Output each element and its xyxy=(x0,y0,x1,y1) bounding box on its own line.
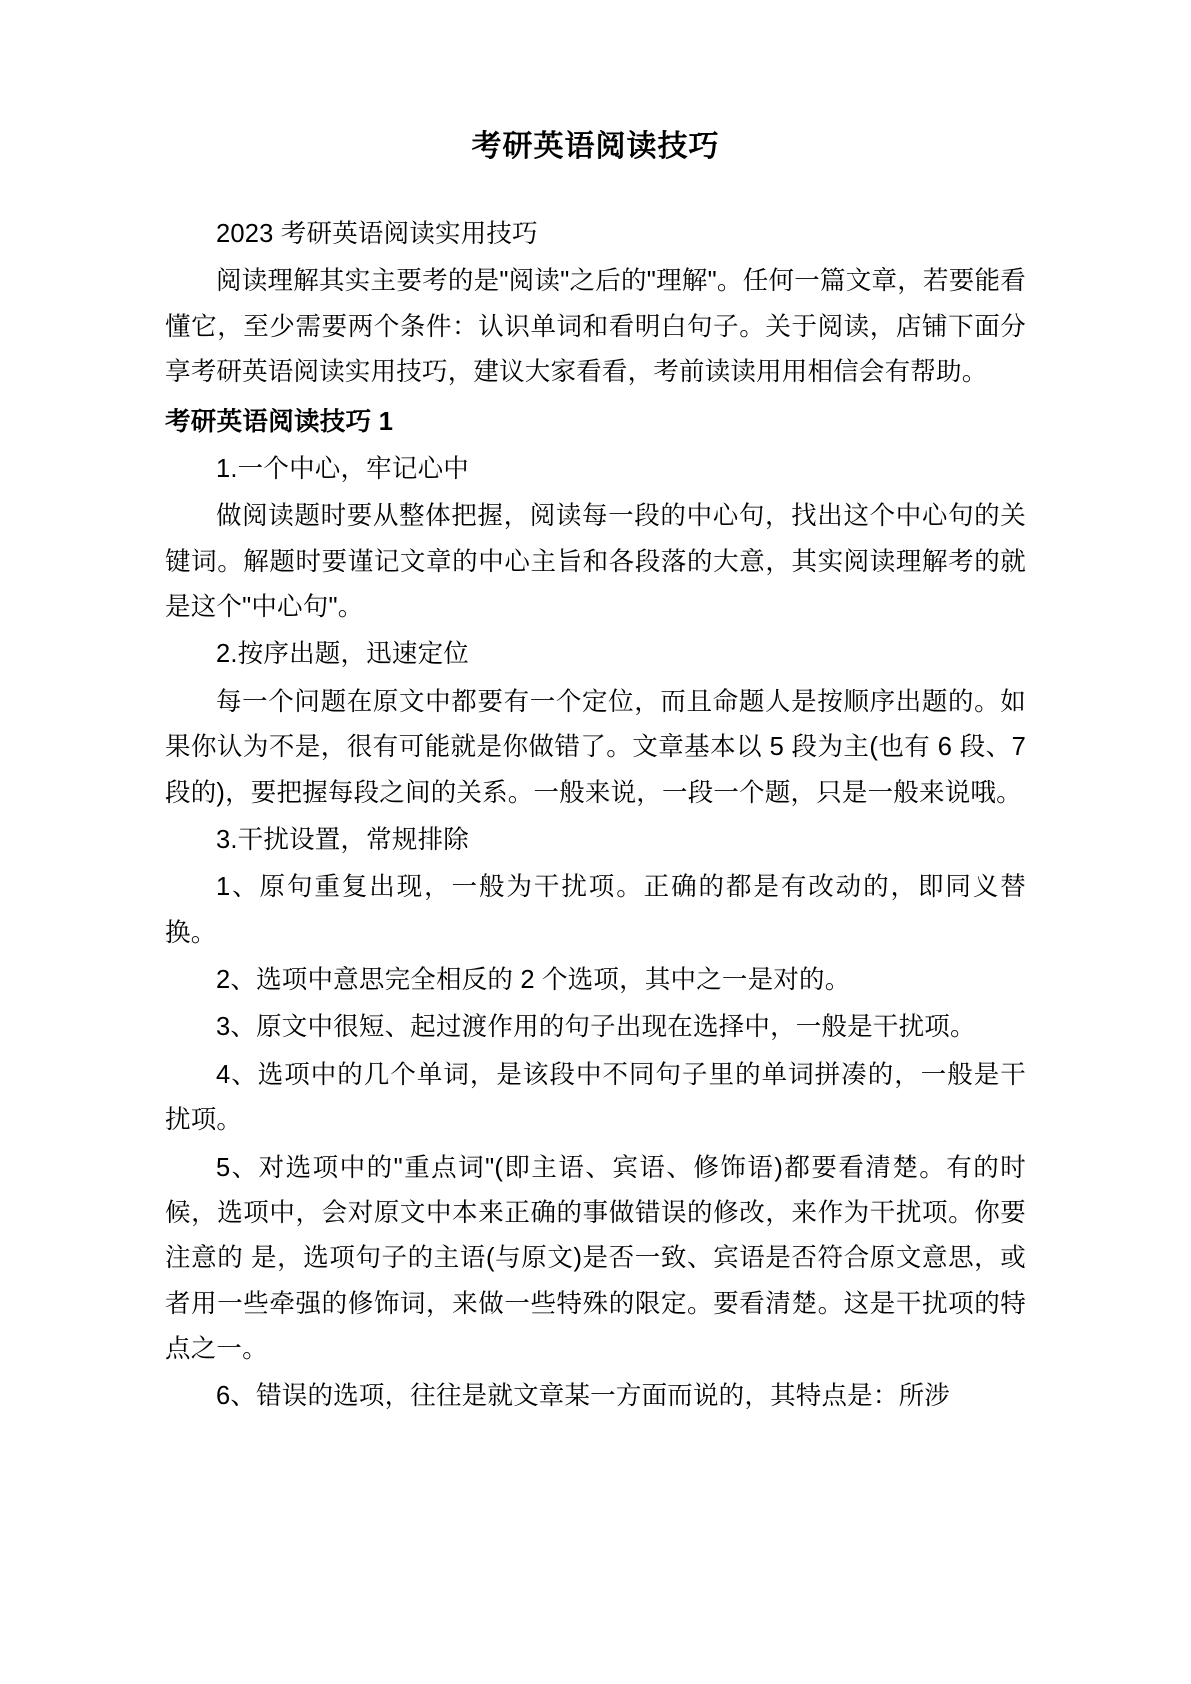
tip-3-item-6: 6、错误的选项，往往是就文章某一方面而说的，其特点是：所涉 xyxy=(216,1382,950,1411)
tip-3-item-5: 5、对选项中的"重点词"(即主语、宾语、修饰语)都要看清楚。有的时候，选项中，会对原文中本来正确的事做错误的修改，来作为干扰项。你要注意的 是，选项句子的主语(与原文)是否一致、宾语是否符合原文意思，或者用一些牵强的修饰词，来做一些特殊的限定。要看清楚。这是干扰项的特点之一。 xyxy=(165,1153,1026,1363)
tip-2-title: 2.按序出题，迅速定位 xyxy=(216,640,469,669)
section-heading-1: 考研英语阅读技巧 1 xyxy=(165,407,394,436)
tip-3-item-1: 1、原句重复出现，一般为干扰项。正确的都是有改动的，即同义替换。 xyxy=(165,873,1026,947)
page-title: 考研英语阅读技巧 xyxy=(471,130,720,163)
intro-line: 2023 考研英语阅读实用技巧 xyxy=(216,220,538,248)
document-body xyxy=(165,212,1026,1420)
tip-3-item-2: 2、选项中意思完全相反的 2 个选项，其中之一是对的。 xyxy=(216,966,851,994)
tip-2-body: 每一个问题在原文中都要有一个定位，而且命题人是按顺序出题的。如果你认为不是，很有可能就是你做错了。文章基本以 5 段为主(也有 6 段、7 段的)，要把握每段之间的关系。一般来说，一段一个题，只是一般来说哦。 xyxy=(165,687,1026,807)
tip-1-title: 1.一个中心，牢记心中 xyxy=(216,454,469,483)
intro-paragraph: 阅读理解其实主要考的是"阅读"之后的"理解"。任何一篇文章，若要能看懂它，至少需要两个条件：认识单词和看明白句子。关于阅读，店铺下面分享考研英语阅读实用技巧，建议大家看看，考前读读用用相信会有帮助。 xyxy=(165,267,1026,387)
tip-3-item-3: 3、原文中很短、起过渡作用的句子出现在选择中，一般是干扰项。 xyxy=(216,1013,976,1042)
tip-3-title: 3.干扰设置，常规排除 xyxy=(216,825,469,854)
tip-1-body: 做阅读题时要从整体把握，阅读每一段的中心句，找出这个中心句的关键词。解题时要谨记文章的中心主旨和各段落的大意，其实阅读理解考的就是这个"中心句"。 xyxy=(165,502,1026,621)
tip-3-item-4: 4、选项中的几个单词，是该段中不同句子里的单词拼凑的，一般是干扰项。 xyxy=(165,1060,1026,1135)
